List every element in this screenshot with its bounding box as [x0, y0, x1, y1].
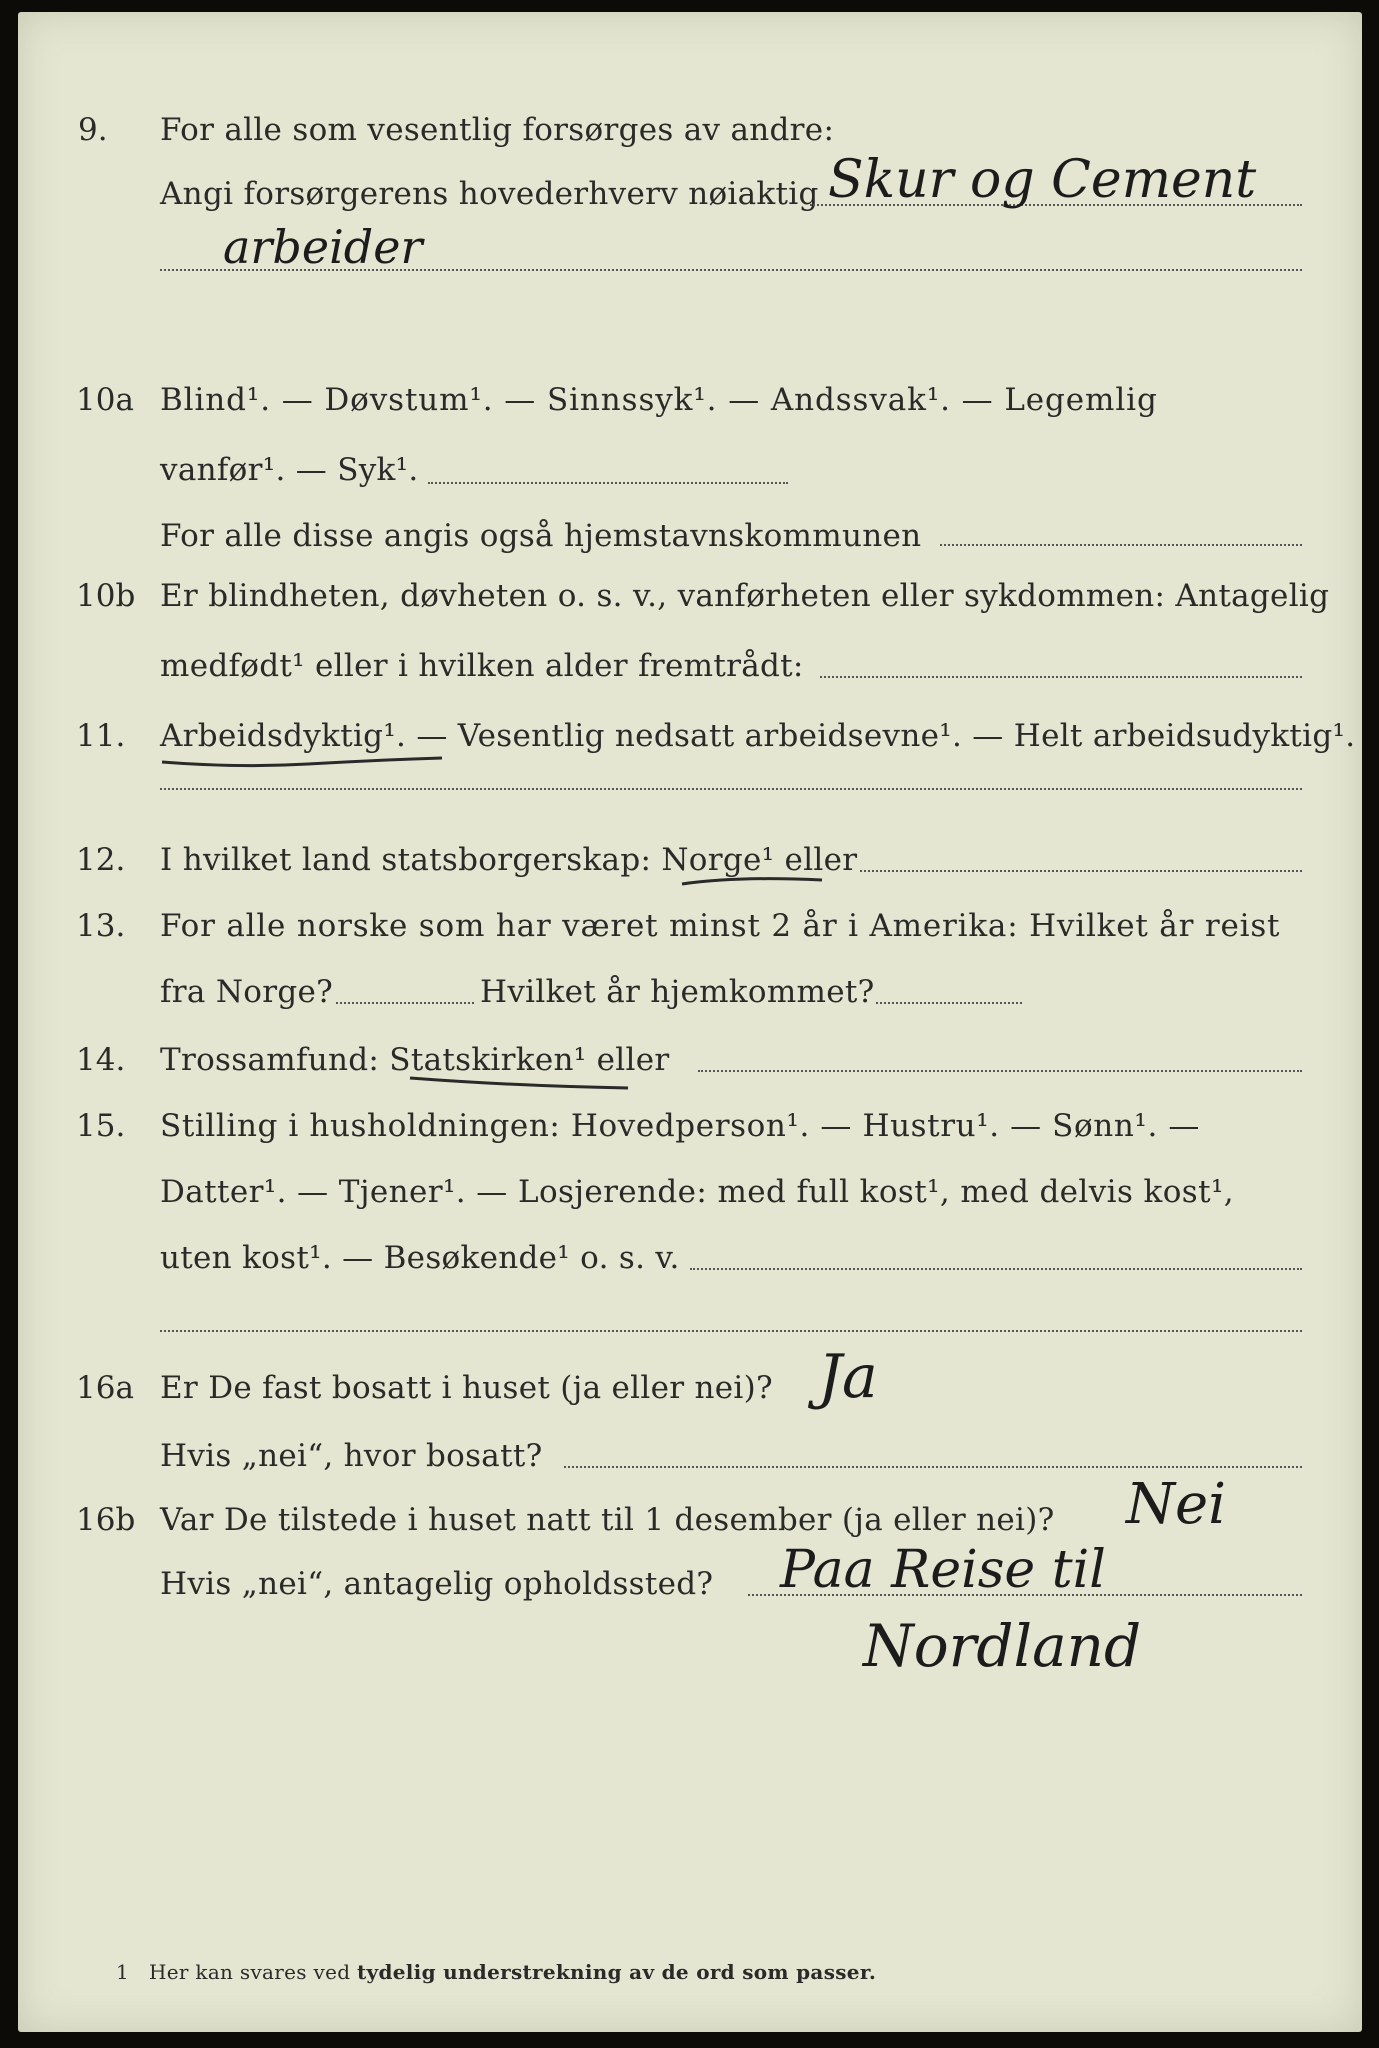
answer-line	[564, 1466, 1302, 1468]
census-form-page	[18, 12, 1362, 2032]
q16b-handwritten-place-continued: Nordland	[863, 1612, 1142, 1680]
q10a-line1: Blind¹. — Døvstum¹. — Sinnssyk¹. — Andssvak¹. — Legemlig	[160, 382, 1158, 418]
q15-line2: Datter¹. — Tjener¹. — Losjerende: med full kost¹, med delvis kost¹,	[160, 1174, 1235, 1210]
q15-line3: uten kost¹. — Besøkende¹ o. s. v.	[160, 1240, 680, 1276]
item-number-16a: 16a	[76, 1370, 134, 1406]
item-number-10b: 10b	[76, 578, 136, 614]
q9-line1: For alle som vesentlig forsørges av andre:	[160, 112, 835, 148]
footnote-text-start: Her kan svares ved	[149, 1960, 357, 1984]
item-number-10a: 10a	[76, 382, 134, 418]
q10b-line2: medfødt¹ eller i hvilken alder fremtrådt:	[160, 648, 804, 684]
answer-line	[690, 1268, 1302, 1270]
q16b-line2: Hvis „nei“, antagelig opholdssted?	[160, 1566, 714, 1602]
answer-line	[876, 1002, 1022, 1004]
q14-line1: Trossamfund: Statskirken¹ eller	[160, 1042, 670, 1078]
underline-arbeidsdyktig	[158, 752, 448, 772]
q13-line2a: fra Norge?	[160, 974, 334, 1010]
q16a-line2: Hvis „nei“, hvor bosatt?	[160, 1438, 543, 1474]
answer-line	[698, 1070, 1302, 1072]
answer-line	[428, 482, 788, 484]
footnote	[116, 1960, 876, 1984]
item-number-14: 14.	[76, 1042, 126, 1078]
item-number-11: 11.	[76, 718, 126, 754]
q16b-handwritten-place: Paa Reise til	[780, 1540, 1106, 1600]
q16a-handwritten-answer: Ja	[818, 1342, 878, 1412]
footnote-text-bold: tydelig understrekning av de ord som passer.	[357, 1960, 877, 1984]
q9-handwritten-answer-continued: arbeider	[223, 220, 423, 274]
q16a-line1: Er De fast bosatt i huset (ja eller nei)?	[160, 1370, 773, 1406]
footnote-mark: 1	[116, 1960, 130, 1984]
answer-line	[940, 544, 1302, 546]
q16b-handwritten-answer: Nei	[1126, 1472, 1227, 1537]
item-number-15: 15.	[76, 1108, 126, 1144]
item-number-12: 12.	[76, 842, 126, 878]
q9-line2: Angi forsørgerens hovederhverv nøiaktig	[160, 176, 819, 212]
answer-line	[160, 269, 1302, 271]
answer-line	[160, 1330, 1302, 1332]
q10a-line3: For alle disse angis også hjemstavnskommunen	[160, 518, 922, 554]
q16b-line1: Var De tilstede i huset natt til 1 desember (ja eller nei)?	[160, 1502, 1055, 1538]
q9-handwritten-answer: Skur og Cement	[828, 150, 1257, 210]
underline-norge	[678, 872, 828, 892]
underline-statskirken	[406, 1072, 636, 1096]
q12-line1: I hvilket land statsborgerskap: Norge¹ eller	[160, 842, 858, 878]
item-number-9: 9.	[78, 112, 108, 148]
q13-line1: For alle norske som har været minst 2 år i Amerika: Hvilket år reist	[160, 908, 1281, 944]
item-number-16b: 16b	[76, 1502, 136, 1538]
q11-line1: Arbeidsdyktig¹. — Vesentlig nedsatt arbeidsevne¹. — Helt arbeidsudyktig¹.	[160, 718, 1356, 754]
q15-line1: Stilling i husholdningen: Hovedperson¹. — Hustru¹. — Sønn¹. —	[160, 1108, 1200, 1144]
answer-line	[860, 870, 1302, 872]
answer-line	[820, 676, 1302, 678]
item-number-13: 13.	[76, 908, 126, 944]
answer-line	[160, 788, 1302, 790]
q13-line2b: Hvilket år hjemkommet?	[480, 974, 875, 1010]
q10a-line2: vanfør¹. — Syk¹.	[160, 452, 419, 488]
answer-line	[336, 1002, 474, 1004]
q10b-line1: Er blindheten, døvheten o. s. v., vanførheten eller sykdommen: Antagelig	[160, 578, 1330, 614]
